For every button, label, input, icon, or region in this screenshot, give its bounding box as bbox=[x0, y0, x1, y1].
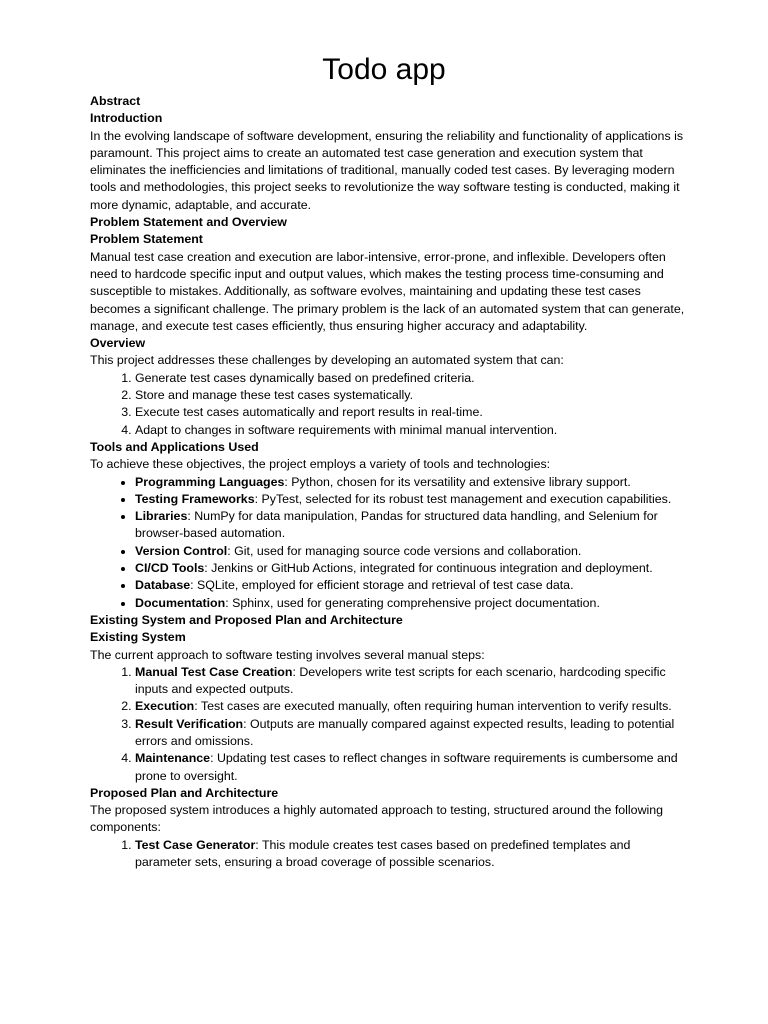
list-item bbox=[135, 474, 686, 491]
item-term: Execution bbox=[135, 699, 195, 714]
existing-system-list bbox=[90, 664, 686, 785]
problem-statement-heading: Problem Statement bbox=[90, 232, 203, 247]
proposed-plan-list bbox=[90, 837, 686, 872]
introduction-paragraph: In the evolving landscape of software development, ensuring the reliability and functionality of applications is paramount. This project aims to create an automated test case generation and execution system that eliminates the inefficiencies and limitations of traditional, manually coded test cases. By leveraging modern tools and methodologies, this project seeks to revolutionize the way software testing is conducted, making it more dynamic, adaptable, and accurate. bbox=[90, 128, 684, 212]
existing-system-intro: The current approach to software testing involves several manual steps: bbox=[90, 647, 485, 662]
overview-list bbox=[90, 370, 686, 439]
item-description: : Sphinx, used for generating comprehensive project documentation. bbox=[225, 595, 600, 610]
item-description: : SQLite, employed for efficient storage and retrieval of test case data. bbox=[190, 578, 574, 593]
item-description: : Python, chosen for its versatility and extensive library support. bbox=[284, 474, 631, 489]
item-description: : This module creates test cases based on predefined templates and parameter sets, ensuring a broad coverage of possible scenarios. bbox=[135, 837, 631, 870]
proposed-plan-intro: The proposed system introduces a highly automated approach to testing, structured around the following components: bbox=[90, 803, 664, 835]
list-item bbox=[135, 750, 686, 785]
item-term: Manual Test Case Creation bbox=[135, 664, 293, 679]
list-item bbox=[135, 698, 686, 715]
item-description: : PyTest, selected for its robust test management and execution capabilities. bbox=[254, 491, 672, 506]
introduction-heading: Introduction bbox=[90, 111, 163, 126]
item-term: CI/CD Tools bbox=[135, 561, 205, 576]
problem-overview-section-heading: Problem Statement and Overview bbox=[90, 215, 287, 230]
list-item: 2. Store and manage these test cases systematically. bbox=[135, 387, 686, 404]
item-description: : Outputs are manually compared against expected results, leading to potential errors and omissions. bbox=[135, 716, 675, 748]
item-term: Test Case Generator bbox=[135, 837, 256, 852]
list-item: 3. Execute test cases automatically and report results in real-time. bbox=[135, 404, 686, 421]
problem-statement-paragraph: Manual test case creation and execution are labor-intensive, error-prone, and inflexible. Developers often need to hardcode specific input and output values, which makes the testing process time-consuming and susceptible to mistakes. Additionally, as software evolves, maintaining and updating these test cases becomes a significant challenge. The primary problem is the lack of an automated system that can generate, manage, and execute test cases efficiently, thus ensuring higher accuracy and adaptability. bbox=[90, 249, 685, 333]
list-item bbox=[135, 560, 686, 577]
tools-intro: To achieve these objectives, the project employs a variety of tools and technologies: bbox=[90, 457, 551, 472]
abstract-heading: Abstract bbox=[90, 94, 141, 108]
item-description: : Git, used for managing source code versions and collaboration. bbox=[227, 543, 582, 558]
list-item bbox=[135, 595, 686, 612]
item-term: Libraries bbox=[135, 509, 188, 524]
existing-system-heading: Existing System bbox=[90, 630, 186, 645]
item-term: Documentation bbox=[135, 595, 226, 610]
overview-heading: Overview bbox=[90, 336, 146, 351]
item-term: Database bbox=[135, 578, 191, 593]
item-term: Programming Languages bbox=[135, 474, 285, 489]
list-item bbox=[135, 664, 686, 699]
item-term: Maintenance bbox=[135, 751, 211, 766]
item-description: : Jenkins or GitHub Actions, integrated for continuous integration and deployment. bbox=[204, 561, 653, 576]
item-description: : NumPy for data manipulation, Pandas for structured data handling, and Selenium for browser-based automation. bbox=[135, 509, 658, 541]
item-term: Testing Frameworks bbox=[135, 491, 255, 506]
list-item bbox=[135, 491, 686, 508]
document-title: Todo app bbox=[322, 53, 446, 86]
list-item bbox=[135, 508, 686, 543]
item-description: : Developers write test scripts for each scenario, hardcoding specific inputs and expected outputs. bbox=[135, 664, 666, 697]
proposed-plan-heading: Proposed Plan and Architecture bbox=[90, 785, 279, 800]
list-item: 4. Adapt to changes in software requirements with minimal manual intervention. bbox=[135, 422, 686, 439]
item-term: Result Verification bbox=[135, 716, 244, 731]
item-description: : Updating test cases to reflect changes in software requirements is cumbersome and prone to oversight. bbox=[135, 751, 678, 783]
overview-intro: This project addresses these challenges by developing an automated system that can: bbox=[90, 353, 564, 368]
list-item bbox=[135, 543, 686, 560]
list-item bbox=[135, 577, 686, 594]
list-item bbox=[135, 837, 686, 872]
item-term: Version Control bbox=[135, 543, 228, 558]
item-description: : Test cases are executed manually, often requiring human intervention to verify results. bbox=[194, 699, 672, 714]
list-item: 1. Generate test cases dynamically based on predefined criteria. bbox=[135, 370, 686, 387]
document-body bbox=[90, 93, 686, 871]
tools-heading: Tools and Applications Used bbox=[90, 439, 259, 454]
tools-list bbox=[90, 474, 686, 612]
existing-proposed-section-heading: Existing System and Proposed Plan and Architecture bbox=[90, 612, 403, 627]
list-item bbox=[135, 716, 686, 751]
